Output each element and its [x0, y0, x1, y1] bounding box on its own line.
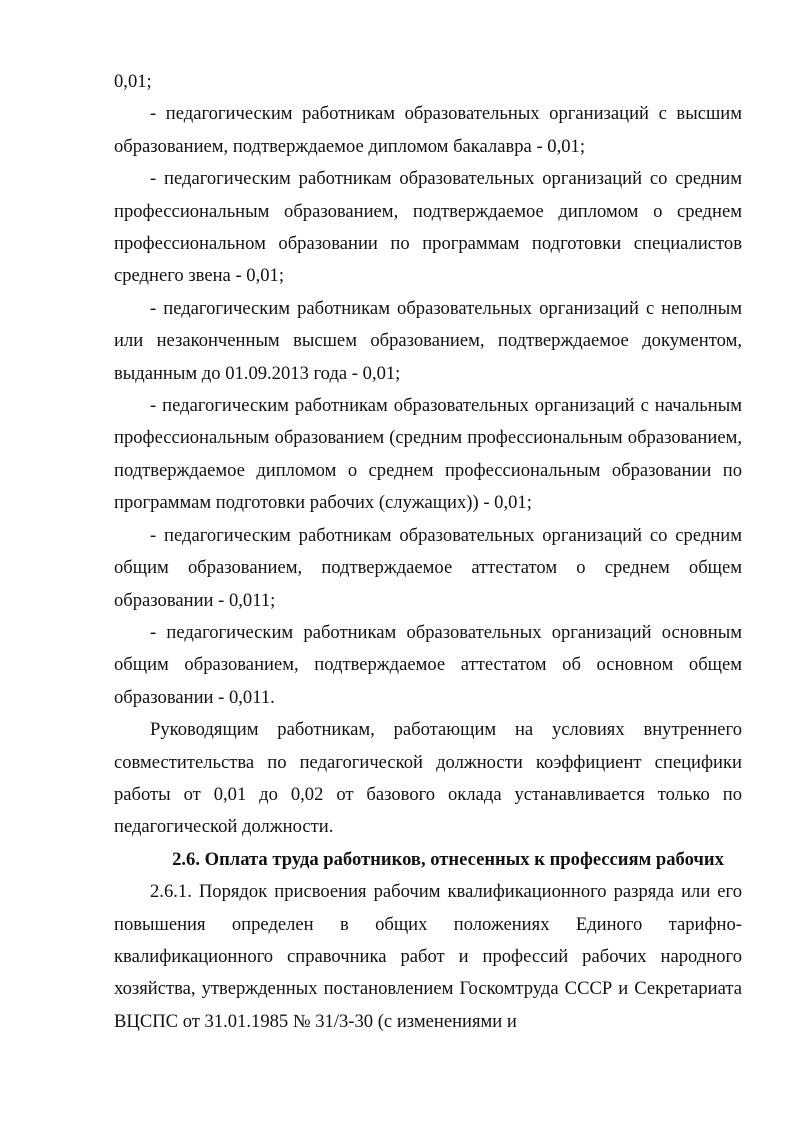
text-paragraph: - педагогическим работникам образовательных организаций с высшим образованием, подтверждаемое дипломом бакалавра - 0,01;: [114, 103, 742, 157]
text-paragraph: - педагогическим работникам образовательных организаций с начальным профессиональным образованием (средним профессиональным образованием, подтверждаемое дипломом о среднем профессиональным образовании по программам подготовки рабочих (служащих)) - 0,01;: [114, 395, 742, 514]
section-paragraph: 2.6.1. Порядок присвоения рабочим квалификационного разряда или его повышения определен в общих положениях Единого тарифно-квалификационного справочника работ и профессий рабочих народного хозяйства, утвержденных постановлением Госкомтруда СССР и Секретариата ВЦСПС от 31.01.1985 № 31/3-30 (с изменениями и: [114, 881, 742, 1032]
text-paragraph: - педагогическим работникам образовательных организаций основным общим образованием, подтверждаемое аттестатом об основном общем образовании - 0,011.: [114, 621, 742, 708]
text-paragraph: - педагогическим работникам образовательных организаций со средним общим образованием, подтверждаемое аттестатом о среднем общем образовании - 0,011;: [114, 524, 742, 611]
section-heading: 2.6. Оплата труда работников, отнесенных к профессиям рабочих: [172, 848, 724, 870]
text-paragraph: - педагогическим работникам образовательных организаций с неполным или незаконченным высшем образованием, подтверждаемое документом, выданным до 01.09.2013 года - 0,01;: [114, 297, 742, 384]
text-paragraph: Руководящим работникам, работающим на условиях внутреннего совместительства по педагогической должности коэффициент специфики работы от 0,01 до 0,02 от базового оклада устанавливается только по педагогической должности.: [114, 719, 742, 838]
text-paragraph: 0,01;: [114, 71, 152, 92]
text-paragraph: - педагогическим работникам образовательных организаций со средним профессиональным образованием, подтверждаемое дипломом о среднем профессиональном образовании по программам подготовки специалистов среднего звена - 0,01;: [114, 168, 742, 287]
document-page: [114, 66, 742, 1038]
